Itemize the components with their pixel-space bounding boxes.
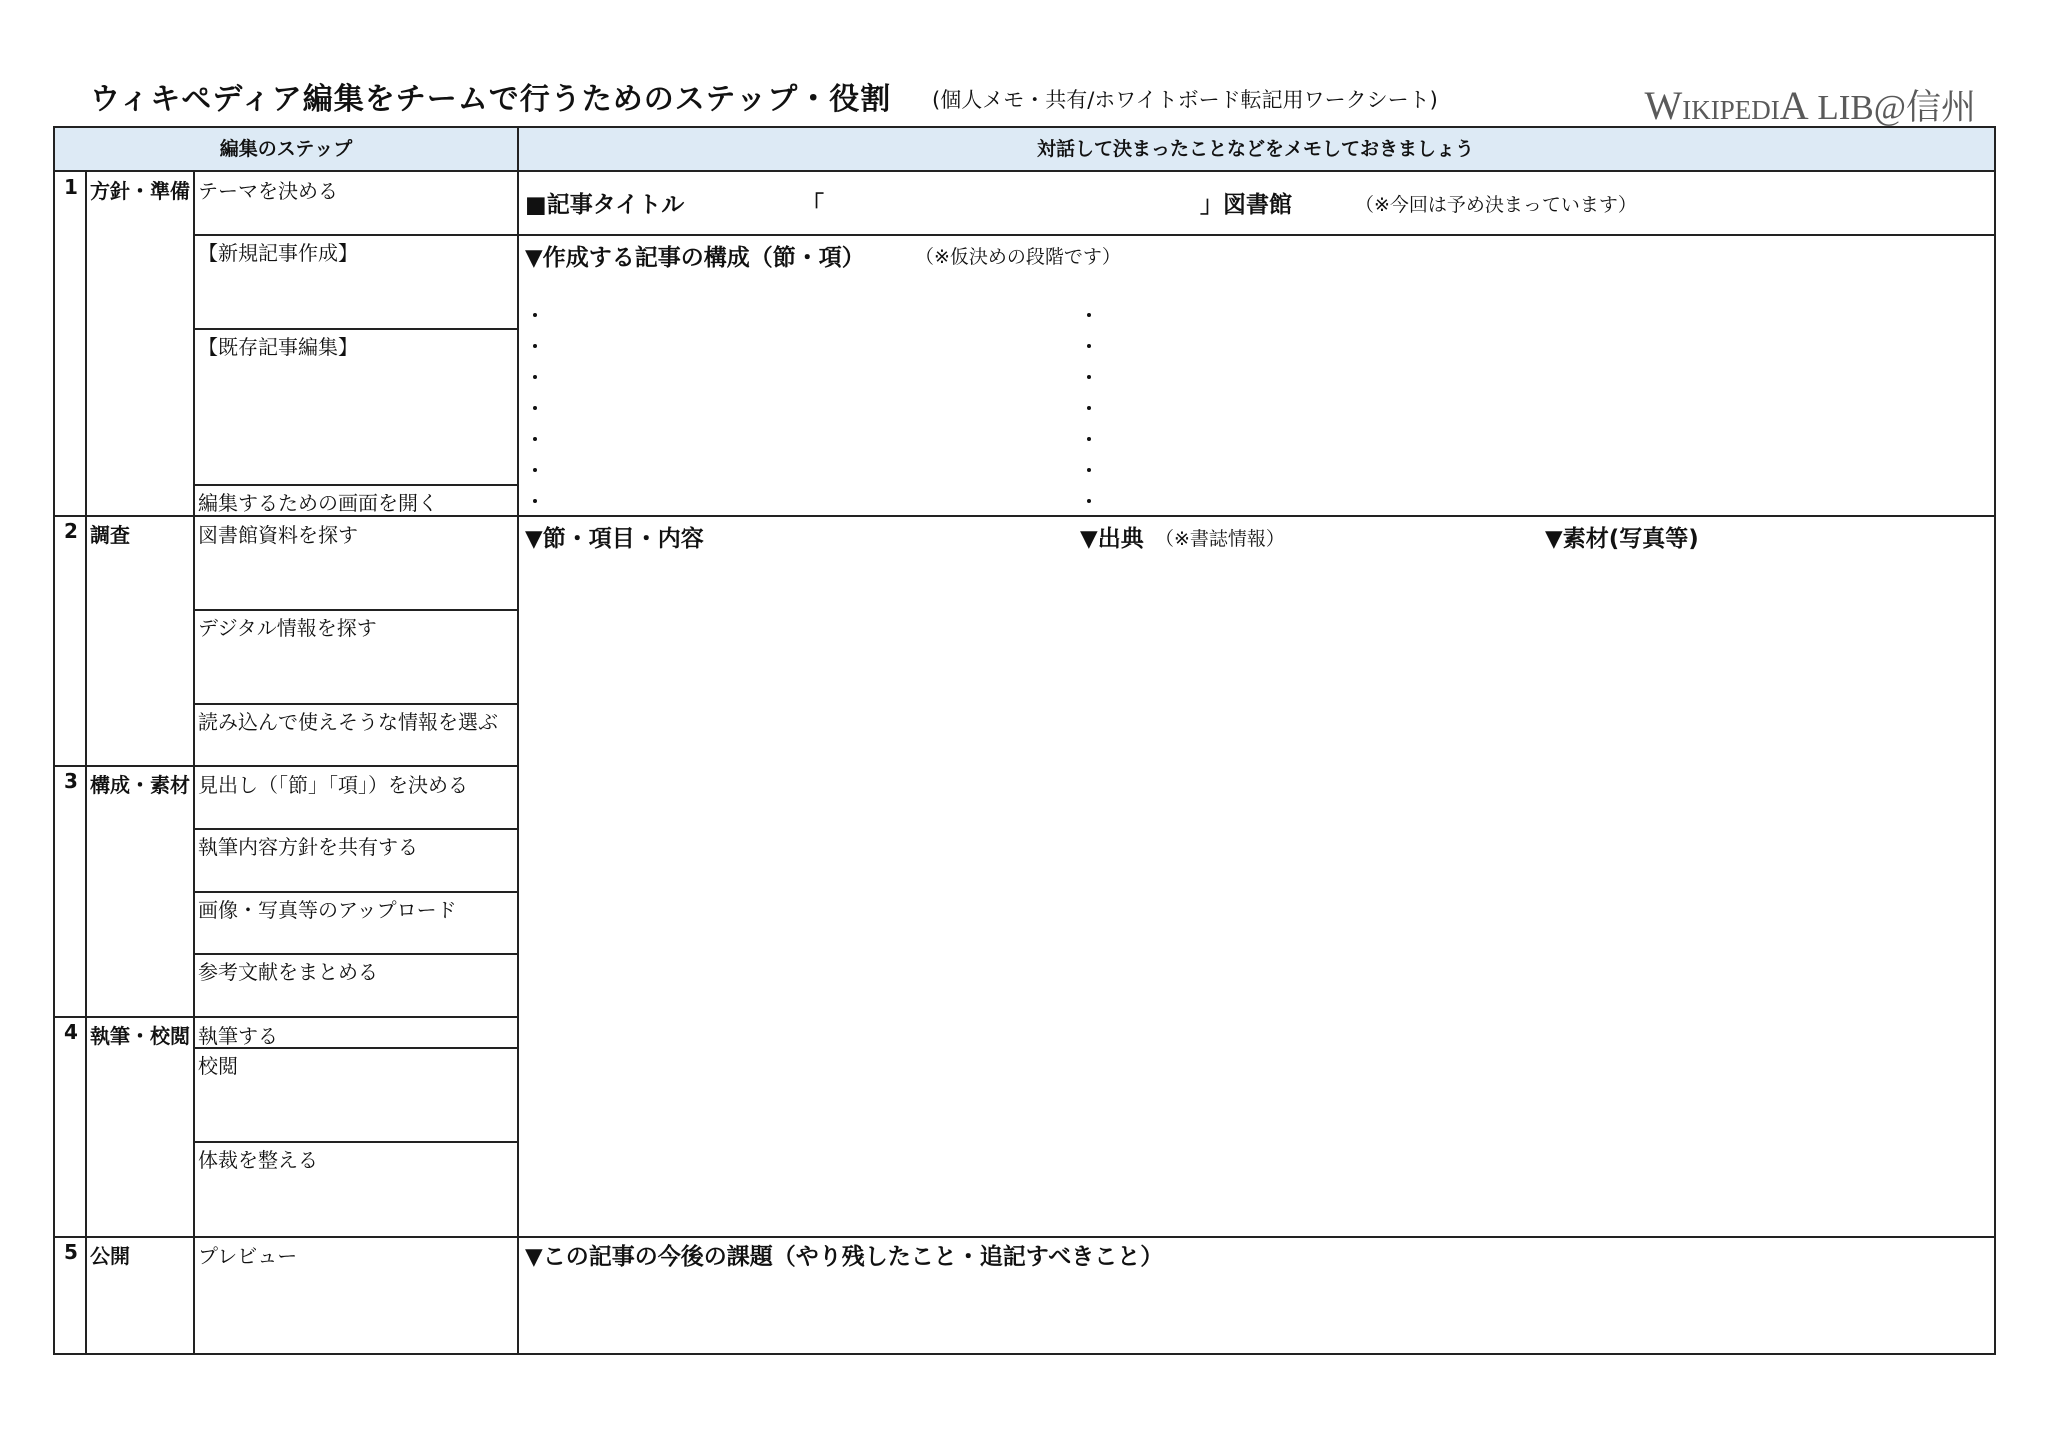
divider-step: [193, 234, 517, 236]
bullet-dot: [533, 499, 537, 503]
step-item: テーマを決める: [198, 179, 338, 203]
stage-name: 方針・準備: [90, 179, 190, 203]
bullet-dot: [1087, 437, 1091, 441]
bullet-dot: [1087, 375, 1091, 379]
bullet-dot: [533, 313, 537, 317]
divider-stage-4: [55, 1016, 517, 1018]
stage-name: 構成・素材: [90, 773, 190, 797]
issues-label: ▼この記事の今後の課題（やり残したこと・追記すべきこと）: [525, 1244, 1164, 1270]
step-item: 編集するための画面を開く: [198, 491, 438, 515]
step-item: 【新規記事作成】: [198, 241, 358, 265]
stage-number: 2: [64, 519, 78, 543]
column-header-memo: 対話して決まったことなどをメモしておきましょう: [517, 128, 1994, 172]
divider-step: [193, 703, 517, 705]
bullet-dot: [1087, 406, 1091, 410]
step-item: 校閲: [198, 1054, 238, 1078]
stage-number: 1: [64, 175, 78, 199]
stage-name: 調査: [90, 523, 130, 547]
step-item: 執筆する: [198, 1024, 278, 1048]
bullet-dot: [1087, 468, 1091, 472]
step-item: 執筆内容方針を共有する: [198, 835, 418, 859]
stage-name: 公開: [90, 1244, 130, 1268]
step-item: 図書館資料を探す: [198, 523, 358, 547]
bullet-dot: [533, 437, 537, 441]
bullet-dot: [1087, 313, 1091, 317]
source-label: ▼出典: [1080, 526, 1144, 552]
bullet-dot: [1087, 344, 1091, 348]
step-item: 読み込んで使えそうな情報を選ぶ: [198, 710, 498, 734]
step-item: 画像・写真等のアップロード: [198, 898, 457, 922]
brand-logo: WIKIPEDIA LIB@信州: [1644, 83, 1976, 128]
step-item: プレビュー: [198, 1244, 298, 1268]
page-title: ウィキペディア編集をチームで行うためのステップ・役割: [90, 82, 892, 117]
step-item: 参考文献をまとめる: [198, 960, 378, 984]
bullet-dot: [533, 468, 537, 472]
divider-number: [85, 172, 87, 1353]
article-title-note: （※今回は予め決まっています）: [1355, 194, 1637, 216]
column-header-steps: 編集のステップ: [55, 128, 517, 172]
divider-memo-title: [517, 234, 1994, 236]
bullet-dot: [533, 375, 537, 379]
step-item: 見出し（「節」「項」）を決める: [198, 773, 468, 797]
stage-number: 3: [64, 769, 78, 793]
divider-stage-3: [55, 765, 517, 767]
step-item: 体裁を整える: [198, 1148, 318, 1172]
page-subtitle: (個人メモ・共有/ホワイトボード転記用ワークシート): [932, 88, 1438, 112]
bullet-dot: [533, 344, 537, 348]
divider-memo: [517, 128, 519, 1353]
divider-stage: [193, 172, 195, 1353]
divider-step: [193, 609, 517, 611]
source-note: （※書誌情報）: [1155, 528, 1285, 550]
divider-step: [193, 328, 517, 330]
material-label: ▼素材(写真等): [1545, 526, 1699, 552]
stage-number: 5: [64, 1240, 78, 1264]
bullet-dot: [533, 406, 537, 410]
bullet-dot: [1087, 499, 1091, 503]
article-title-open-bracket: 「: [801, 192, 824, 218]
structure-label: ▼作成する記事の構成（節・項）: [525, 245, 865, 271]
content-label: ▼節・項目・内容: [525, 526, 704, 552]
divider-step: [193, 828, 517, 830]
article-title-close: 」図書館: [1200, 192, 1292, 218]
divider-step: [193, 953, 517, 955]
divider-step: [193, 484, 517, 486]
step-item: デジタル情報を探す: [198, 616, 377, 640]
divider-step: [193, 891, 517, 893]
step-item: 【既存記事編集】: [198, 335, 358, 359]
divider-step: [193, 1141, 517, 1143]
stage-name: 執筆・校閲: [90, 1024, 190, 1048]
structure-note: （※仮決めの段階です）: [915, 246, 1121, 268]
worksheet-table: [53, 126, 1996, 1355]
stage-number: 4: [64, 1020, 78, 1044]
article-title-label: ■記事タイトル: [525, 192, 685, 218]
